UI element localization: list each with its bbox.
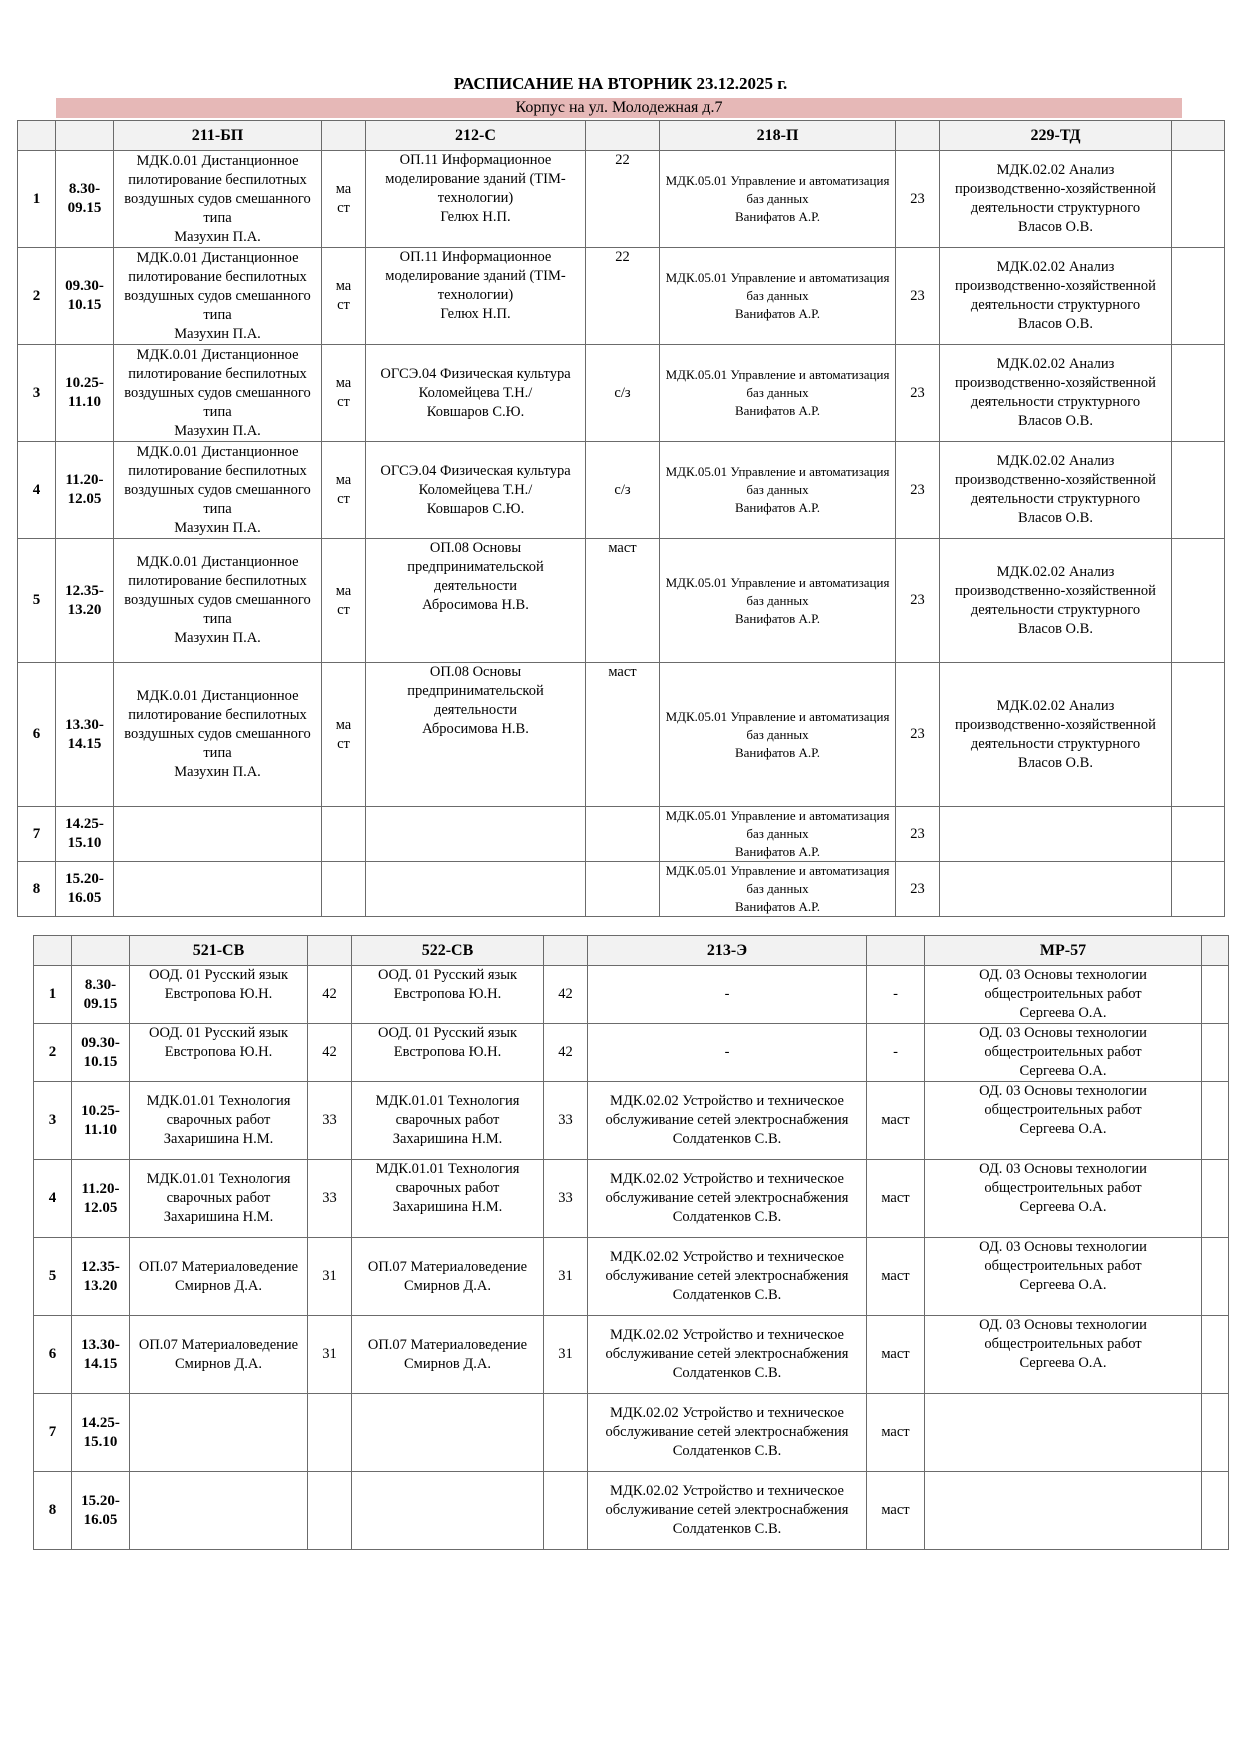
lesson-time: 14.25- 15.10 [72,1394,130,1472]
lesson-number: 3 [34,1082,72,1160]
subject-cell: ООД. 01 Русский язык Евстропова Ю.Н. [130,966,308,1024]
room-cell: маст [867,1160,925,1238]
room-header-blank [586,121,660,151]
lesson-number: 6 [18,663,56,807]
lesson-number: 7 [34,1394,72,1472]
subject-cell: ОП.08 Основы предпринимательской деятельности Абросимова Н.В. [366,539,586,663]
header-num-blank [18,121,56,151]
lesson-number: 5 [18,539,56,663]
subject-cell: МДК.0.01 Дистанционное пилотирование беспилотных воздушных судов смешанного типа Мазухин П.А. [114,151,322,248]
lesson-time: 12.35- 13.20 [56,539,114,663]
room-cell [586,807,660,862]
page-title: РАСПИСАНИЕ НА ВТОРНИК 23.12.2025 г. [453,74,788,93]
room-header-blank [544,936,588,966]
room-cell [1172,663,1225,807]
subject-cell [366,862,586,917]
lesson-time: 09.30- 10.15 [56,248,114,345]
room-cell: 23 [896,539,940,663]
lesson-time: 11.20- 12.05 [72,1160,130,1238]
room-cell [1202,966,1229,1024]
lesson-time: 8.30- 09.15 [72,966,130,1024]
room-cell [1202,1160,1229,1238]
room-cell [586,862,660,917]
room-cell: 31 [544,1238,588,1316]
lesson-row [34,1316,1229,1394]
subject-cell: МДК.01.01 Технология сварочных работ Захаришина Н.М. [130,1082,308,1160]
lesson-row [18,151,1225,248]
lesson-row [18,663,1225,807]
subject-cell: ОГСЭ.04 Физическая культура Коломейцева Т.Н./ Ковшаров С.Ю. [366,442,586,539]
room-cell: ма ст [322,151,366,248]
subject-cell: МДК.01.01 Технология сварочных работ Захаришина Н.М. [352,1082,544,1160]
subject-cell [366,807,586,862]
subject-cell: ОП.07 Материаловедение Смирнов Д.А. [130,1316,308,1394]
subject-cell: ОД. 03 Основы технологии общестроительных работ Сергеева О.А. [925,1082,1202,1160]
subject-cell: МДК.0.01 Дистанционное пилотирование беспилотных воздушных судов смешанного типа Мазухин П.А. [114,663,322,807]
lesson-row [18,345,1225,442]
header-row [18,121,1225,151]
subject-cell: МДК.02.02 Устройство и техническое обслуживание сетей электроснабжения Солдатенков С.В. [588,1394,867,1472]
header-num-blank [34,936,72,966]
lesson-row [34,1472,1229,1550]
lesson-number: 5 [34,1238,72,1316]
lesson-row [34,1238,1229,1316]
lesson-number: 6 [34,1316,72,1394]
schedule-table-1 [17,120,1225,917]
room-cell: ма ст [322,345,366,442]
subject-cell: ОД. 03 Основы технологии общестроительных работ Сергеева О.А. [925,1316,1202,1394]
subject-cell [130,1394,308,1472]
subject-cell [352,1472,544,1550]
subject-cell: ОП.11 Информационное моделирование зданий (TIM-технологии) Гелюх Н.П. [366,248,586,345]
room-cell: 31 [308,1238,352,1316]
lesson-number: 3 [18,345,56,442]
room-cell: 33 [544,1160,588,1238]
subject-cell: МДК.02.02 Устройство и техническое обслуживание сетей электроснабжения Солдатенков С.В. [588,1472,867,1550]
lesson-number: 2 [34,1024,72,1082]
lesson-row [18,539,1225,663]
lesson-row [18,862,1225,917]
lesson-time: 15.20- 16.05 [56,862,114,917]
group-header: 211-БП [114,121,322,151]
room-cell: 31 [308,1316,352,1394]
lesson-number: 7 [18,807,56,862]
lesson-row [34,966,1229,1024]
subject-cell [352,1394,544,1472]
room-cell: 33 [308,1082,352,1160]
header-time-blank [72,936,130,966]
lesson-number: 2 [18,248,56,345]
room-cell: ма ст [322,248,366,345]
subject-cell: МДК.0.01 Дистанционное пилотирование беспилотных воздушных судов смешанного типа Мазухин П.А. [114,345,322,442]
subject-cell: МДК.01.01 Технология сварочных работ Захаришина Н.М. [130,1160,308,1238]
room-cell: маст [867,1238,925,1316]
group-header: МР-57 [925,936,1202,966]
room-cell: 42 [308,1024,352,1082]
room-cell [1172,248,1225,345]
campus-banner: Корпус на ул. Молодежная д.7 [56,98,1182,118]
subject-cell: ООД. 01 Русский язык Евстропова Ю.Н. [352,966,544,1024]
subject-cell: ООД. 01 Русский язык Евстропова Ю.Н. [130,1024,308,1082]
lesson-number: 8 [34,1472,72,1550]
room-cell: маст [867,1316,925,1394]
room-cell: 42 [544,1024,588,1082]
subject-cell [114,807,322,862]
subject-cell: МДК.05.01 Управление и автоматизация баз данных Ванифатов А.Р. [660,539,896,663]
room-cell [1202,1238,1229,1316]
lesson-number: 1 [18,151,56,248]
subject-cell: МДК.02.02 Устройство и техническое обслуживание сетей электроснабжения Солдатенков С.В. [588,1082,867,1160]
subject-cell: ОП.08 Основы предпринимательской деятельности Абросимова Н.В. [366,663,586,807]
room-cell [322,807,366,862]
subject-cell: ОГСЭ.04 Физическая культура Коломейцева Т.Н./ Ковшаров С.Ю. [366,345,586,442]
subject-cell [940,862,1172,917]
room-cell: 42 [308,966,352,1024]
room-cell: маст [867,1394,925,1472]
room-cell [1172,345,1225,442]
room-header-blank [1202,936,1229,966]
room-cell: - [867,1024,925,1082]
subject-cell [940,807,1172,862]
room-cell [322,862,366,917]
subject-cell: - [588,966,867,1024]
room-cell: маст [867,1472,925,1550]
subject-cell: ОД. 03 Основы технологии общестроительных работ Сергеева О.А. [925,1160,1202,1238]
subject-cell: МДК.02.02 Анализ производственно-хозяйственной деятельности структурного Власов О.В. [940,151,1172,248]
lesson-time: 13.30- 14.15 [56,663,114,807]
room-cell: ма ст [322,663,366,807]
subject-cell: МДК.01.01 Технология сварочных работ Захаришина Н.М. [352,1160,544,1238]
room-cell [1202,1024,1229,1082]
lesson-time: 12.35- 13.20 [72,1238,130,1316]
room-cell: с/з [586,442,660,539]
subject-cell [114,862,322,917]
subject-cell [925,1472,1202,1550]
lesson-number: 4 [34,1160,72,1238]
lesson-time: 11.20- 12.05 [56,442,114,539]
subject-cell: МДК.02.02 Устройство и техническое обслуживание сетей электроснабжения Солдатенков С.В. [588,1238,867,1316]
lesson-time: 10.25- 11.10 [72,1082,130,1160]
lesson-time: 8.30- 09.15 [56,151,114,248]
subject-cell: МДК.05.01 Управление и автоматизация баз данных Ванифатов А.Р. [660,807,896,862]
lesson-number: 1 [34,966,72,1024]
room-cell [1202,1472,1229,1550]
lesson-row [34,1394,1229,1472]
subject-cell: МДК.02.02 Анализ производственно-хозяйственной деятельности структурного Власов О.В. [940,442,1172,539]
subject-cell: МДК.05.01 Управление и автоматизация баз данных Ванифатов А.Р. [660,345,896,442]
room-cell: маст [867,1082,925,1160]
subject-cell: МДК.05.01 Управление и автоматизация баз данных Ванифатов А.Р. [660,862,896,917]
group-header: 213-Э [588,936,867,966]
subject-cell: МДК.05.01 Управление и автоматизация баз данных Ванифатов А.Р. [660,442,896,539]
subject-cell: ОД. 03 Основы технологии общестроительных работ Сергеева О.А. [925,1024,1202,1082]
subject-cell: ОД. 03 Основы технологии общестроительных работ Сергеева О.А. [925,966,1202,1024]
room-cell: 23 [896,345,940,442]
lesson-number: 8 [18,862,56,917]
room-header-blank [896,121,940,151]
room-cell [1172,807,1225,862]
room-cell [544,1394,588,1472]
room-header-blank [1172,121,1225,151]
room-header-blank [867,936,925,966]
subject-cell: МДК.0.01 Дистанционное пилотирование беспилотных воздушных судов смешанного типа Мазухин П.А. [114,539,322,663]
header-time-blank [56,121,114,151]
room-cell: 23 [896,807,940,862]
subject-cell: МДК.02.02 Анализ производственно-хозяйственной деятельности структурного Власов О.В. [940,345,1172,442]
room-cell [1202,1394,1229,1472]
room-header-blank [322,121,366,151]
room-cell: 42 [544,966,588,1024]
lesson-time: 15.20- 16.05 [72,1472,130,1550]
subject-cell: МДК.02.02 Устройство и техническое обслуживание сетей электроснабжения Солдатенков С.В. [588,1316,867,1394]
schedule-table-2 [33,935,1229,1550]
room-cell: ма ст [322,442,366,539]
room-cell: 22 [586,151,660,248]
subject-cell: ОП.07 Материаловедение Смирнов Д.А. [352,1316,544,1394]
subject-cell: МДК.02.02 Анализ производственно-хозяйственной деятельности структурного Власов О.В. [940,539,1172,663]
subject-cell: МДК.05.01 Управление и автоматизация баз данных Ванифатов А.Р. [660,248,896,345]
subject-cell: МДК.0.01 Дистанционное пилотирование беспилотных воздушных судов смешанного типа Мазухин П.А. [114,248,322,345]
lesson-row [18,442,1225,539]
lesson-row [34,1160,1229,1238]
subject-cell: ОП.07 Материаловедение Смирнов Д.А. [130,1238,308,1316]
lesson-row [18,807,1225,862]
room-cell: 23 [896,663,940,807]
room-cell: 23 [896,862,940,917]
subject-cell: ОП.07 Материаловедение Смирнов Д.А. [352,1238,544,1316]
room-cell: 23 [896,151,940,248]
group-header: 522-СВ [352,936,544,966]
room-cell [1172,151,1225,248]
lesson-row [34,1024,1229,1082]
lesson-time: 14.25- 15.10 [56,807,114,862]
subject-cell: МДК.02.02 Устройство и техническое обслуживание сетей электроснабжения Солдатенков С.В. [588,1160,867,1238]
subject-cell: МДК.0.01 Дистанционное пилотирование беспилотных воздушных судов смешанного типа Мазухин П.А. [114,442,322,539]
subject-cell: МДК.05.01 Управление и автоматизация баз данных Ванифатов А.Р. [660,663,896,807]
lesson-number: 4 [18,442,56,539]
room-cell [1172,442,1225,539]
group-header: 229-ТД [940,121,1172,151]
room-cell: 33 [544,1082,588,1160]
header-row [34,936,1229,966]
room-cell: 33 [308,1160,352,1238]
room-cell: маст [586,663,660,807]
subject-cell: ОП.11 Информационное моделирование зданий (TIM-технологии) Гелюх Н.П. [366,151,586,248]
group-header: 212-С [366,121,586,151]
subject-cell: МДК.02.02 Анализ производственно-хозяйственной деятельности структурного Власов О.В. [940,248,1172,345]
room-cell: 23 [896,248,940,345]
room-header-blank [308,936,352,966]
room-cell: с/з [586,345,660,442]
lesson-time: 09.30- 10.15 [72,1024,130,1082]
room-cell [1202,1082,1229,1160]
room-cell [544,1472,588,1550]
room-cell: 22 [586,248,660,345]
group-header: 521-СВ [130,936,308,966]
subject-cell [925,1394,1202,1472]
room-cell: маст [586,539,660,663]
lesson-row [34,1082,1229,1160]
room-cell [1172,862,1225,917]
subject-cell: ОД. 03 Основы технологии общестроительных работ Сергеева О.А. [925,1238,1202,1316]
subject-cell: - [588,1024,867,1082]
room-cell [1202,1316,1229,1394]
room-cell [308,1394,352,1472]
room-cell: - [867,966,925,1024]
lesson-time: 10.25- 11.10 [56,345,114,442]
room-cell: 23 [896,442,940,539]
lesson-row [18,248,1225,345]
lesson-time: 13.30- 14.15 [72,1316,130,1394]
subject-cell: МДК.05.01 Управление и автоматизация баз данных Ванифатов А.Р. [660,151,896,248]
group-header: 218-П [660,121,896,151]
room-cell [1172,539,1225,663]
subject-cell [130,1472,308,1550]
room-cell: ма ст [322,539,366,663]
room-cell: 31 [544,1316,588,1394]
subject-cell: ООД. 01 Русский язык Евстропова Ю.Н. [352,1024,544,1082]
subject-cell: МДК.02.02 Анализ производственно-хозяйственной деятельности структурного Власов О.В. [940,663,1172,807]
room-cell [308,1472,352,1550]
